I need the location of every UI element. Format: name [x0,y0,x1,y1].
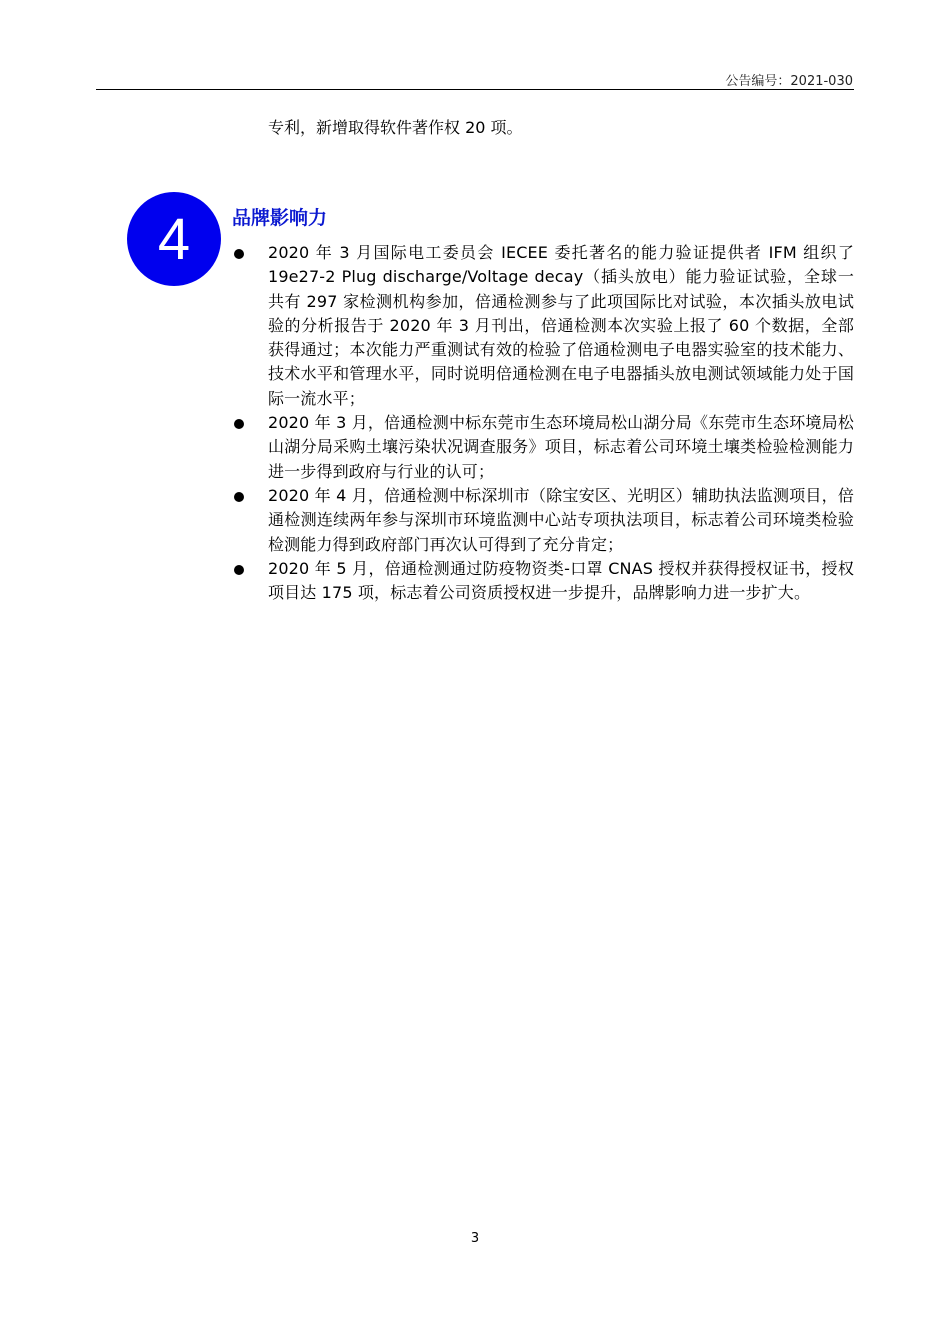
section-title: 品牌影响力 [232,207,328,229]
bullet-dot-icon [234,565,244,575]
list-item-text: 2020 年 5 月，倍通检测通过防疫物资类-口罩 CNAS 授权并获得授权证书，授权项目达 175 项，标志着公司资质授权进一步提升，品牌影响力进一步扩大。 [268,558,854,603]
list-item-text: 2020 年 3 月，倍通检测中标东莞市生态环境局松山湖分局《东莞市生态环境局松山湖分局采购土壤污染状况调查服务》项目，标志着公司环境土壤类检验检测能力进一步得到政府与行业的认可； [268,413,854,481]
bullet-list [234,241,854,605]
list-item [234,411,854,484]
announcement-number: 公告编号：2021-030 [725,74,853,89]
list-item-text: 2020 年 4 月，倍通检测中标深圳市（除宝安区、光明区）辅助执法监测项目，倍通检测连续两年参与深圳市环境监测中心站专项执法项目，标志着公司环境类检验检测能力得到政府部门再次认可得到了充分肯定； [268,485,854,554]
section-number-badge: 4 [127,192,221,286]
page-number: 3 [470,1231,480,1246]
list-item [234,241,854,411]
header-rule [96,89,854,90]
bullet-dot-icon [234,249,244,259]
bullet-dot-icon [234,492,244,502]
bullet-dot-icon [234,419,244,429]
list-item [234,484,854,557]
list-item-text: 2020 年 3 月国际电工委员会 IECEE 委托著名的能力验证提供者 IFM 组织了 19e27-2 Plug discharge/Voltage decay（插头放电）能力验证试验，全球一共有 297 家检测机构参加，倍通检测参与了此项国际比对试验，本次插头放电试验的分析报告于 2020 年 3 月刊出，倍通检测本次实验上报了 60 个数据，全部获得通过；本次能力严重测试有效的检验了倍通检测电子电器实验室的技术能力、技术水平和管理水平，同时说明倍通检测在电子电器插头放电测试领域能力处于国际一流水平； [268,243,854,408]
continued-paragraph: 专利，新增取得软件著作权 20 项。 [268,118,523,137]
list-item [234,557,854,606]
